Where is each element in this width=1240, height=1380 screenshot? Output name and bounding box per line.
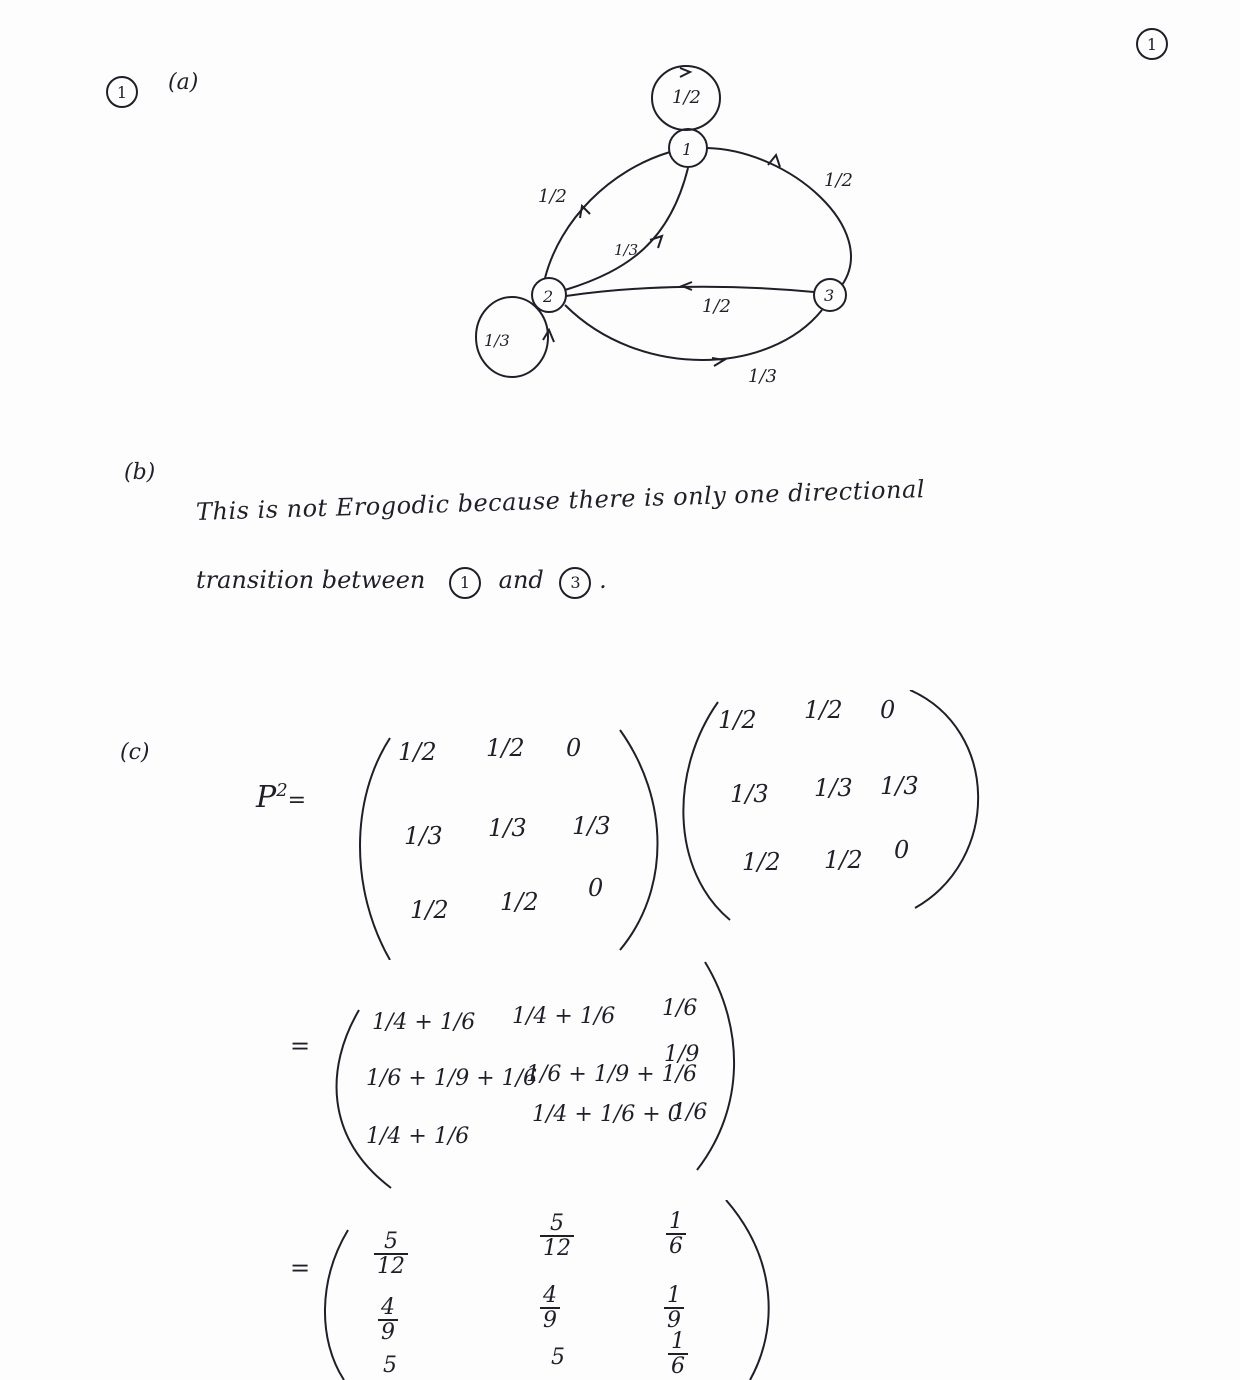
matrix-b-r2c2: 1/3 [814,774,853,802]
frac-num: 5 [384,1229,398,1254]
step3-r3c3 [668,1330,688,1378]
part-c-label: (c) [120,740,150,765]
frac-den: 6 [668,1353,688,1378]
label-self-1: 1/2 [672,87,701,108]
frac-num: 1 [671,1329,685,1354]
frac-num: 4 [381,1295,395,1320]
frac-den: 6 [666,1233,686,1258]
matrix-a-r1c1: 1/2 [398,738,437,766]
frac-num: 4 [543,1283,557,1308]
label-3-1: 1/2 [824,170,853,191]
step3-r1c1 [374,1230,408,1278]
part-b-label: (b) [124,460,156,485]
matrix-b-r3c2: 1/2 [824,846,863,874]
step3-r2c2 [540,1284,560,1332]
matrix-b-r1c3: 0 [880,696,896,724]
p-exponent: 2 [276,780,288,801]
step3-r1c3 [666,1210,686,1258]
step3-r2c3 [664,1284,684,1332]
p-symbol: P [256,780,277,815]
page-number-text: 1 [1136,28,1168,60]
part-a-label: (a) [168,70,199,95]
state-2-label: 2 [543,287,554,306]
transition-diagram [0,0,1240,400]
state-b-circled: 3 [559,567,591,599]
step2-r2c2: 1/6 + 1/9 + 1/6 [526,1062,698,1087]
arrow-self-1 [680,68,690,77]
question-number-text: 1 [106,76,138,108]
label-self-2: 1/3 [484,331,510,350]
frac-den: 9 [540,1307,560,1332]
part-b-line-2-text: transition between [196,566,426,594]
edge-2-3 [565,305,822,360]
step2-r3c1: 1/4 + 1/6 [366,1124,470,1149]
matrix-a-r3c3: 0 [588,874,604,902]
step3-r3c2 [548,1346,568,1369]
step2-r2c3: 1/9 [664,1042,700,1067]
step2-r1c1: 1/4 + 1/6 [372,1010,476,1035]
frac-num: 5 [550,1211,564,1236]
step3-r2c1 [378,1296,398,1344]
matrix-a-r2c3: 1/3 [572,812,611,840]
matrix-b-r2c3: 1/3 [880,772,919,800]
edge-3-1 [707,148,851,285]
frac-den: 12 [374,1253,408,1278]
frac-num: 1 [669,1209,683,1234]
matrix-b-r3c3: 0 [894,836,910,864]
step3-eq: = [290,1254,311,1282]
matrix-b-r1c2: 1/2 [804,696,843,724]
frac-den: 12 [540,1235,574,1260]
part-b-and: and [498,566,544,594]
step2-r1c2: 1/4 + 1/6 [512,1004,616,1029]
step2-r2c1: 1/6 + 1/9 + 1/6 [366,1066,538,1091]
label-3-2: 1/2 [702,296,731,317]
step2-r3c2: 1/4 + 1/6 + 0 [532,1102,682,1127]
frac-num: 1 [667,1283,681,1308]
label-2-3: 1/3 [748,366,777,387]
matrix-a-r3c2: 1/2 [500,888,539,916]
part-b-line-1: This is not Erogodic because there is only one directional [195,475,926,526]
matrix-a-r1c2: 1/2 [486,734,525,762]
frac-num: 5 [383,1353,397,1378]
step2-eq: = [290,1032,311,1060]
matrix-a-r2c2: 1/3 [488,814,527,842]
state-3-label: 3 [824,286,835,305]
matrix-b-r2c1: 1/3 [730,780,769,808]
label-2-1: 1/3 [614,241,639,259]
state-a-circled: 1 [449,567,481,599]
edge-1-2 [545,152,670,278]
matrix-a-r1c3: 0 [566,734,582,762]
matrix-a-r2c1: 1/3 [404,822,443,850]
matrix-a-r3c1: 1/2 [410,896,449,924]
arrow-1-2 [580,206,590,218]
part-b-line-2 [196,566,607,599]
edge-2-1 [565,168,688,290]
label-1-2: 1/2 [538,186,567,207]
matrix-b-r3c1: 1/2 [742,848,781,876]
step2-r1c3: 1/6 [662,996,698,1021]
p-eq: = [287,788,307,813]
frac-den: 9 [378,1319,398,1344]
part-b-period: . [599,566,607,594]
matrix-b-r1c1: 1/2 [718,706,757,734]
state-1-label: 1 [682,140,693,159]
frac-den: 9 [664,1307,684,1332]
step3-r1c2 [540,1212,574,1260]
arrow-2-3 [712,358,724,366]
p-squared [256,780,306,815]
frac-num: 5 [551,1345,565,1370]
step2-r3c3: 1/6 [672,1100,708,1125]
